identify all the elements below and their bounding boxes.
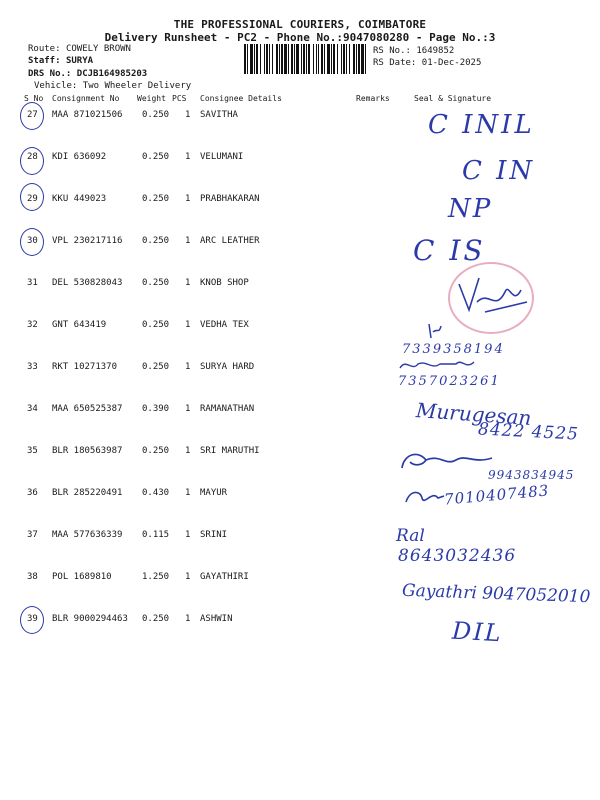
row-consignee: ASHWIN: [200, 614, 233, 624]
document-subtitle: Delivery Runsheet - PC2 - Phone No.:9047080280 - Page No.:3: [104, 31, 496, 44]
row-sno: 36: [27, 488, 38, 498]
row-consignment: BLR 285220491: [52, 488, 123, 498]
rs-date-label: RS Date:: [373, 58, 417, 68]
col-seal: Seal & Signature: [414, 94, 492, 103]
row-consignment: BLR 180563987: [52, 446, 123, 456]
route-line: [28, 44, 131, 54]
row-consignment: MAA 577636339: [52, 530, 123, 540]
row-pcs: 1: [185, 614, 191, 624]
signature-row-33: [396, 356, 486, 374]
row-consignee: MAYUR: [200, 488, 228, 498]
staff-label: Staff:: [28, 56, 61, 66]
route-value: COWELY BROWN: [65, 44, 131, 54]
row-sno: 32: [27, 320, 38, 330]
row-consignee: PRABHAKARAN: [200, 194, 260, 204]
signature-row-27: C INIL: [428, 110, 535, 140]
row-sno: 34: [27, 404, 38, 414]
drs-line: [28, 69, 147, 79]
rs-no-label: RS No.:: [373, 46, 411, 56]
row-consignee: SRI MARUTHI: [200, 446, 260, 456]
signature-row-31: [455, 272, 535, 320]
staff-value: SURYA: [65, 56, 94, 66]
row-consignee: VEDHA TEX: [200, 320, 249, 330]
row-weight: 0.250: [142, 446, 170, 456]
row-consignee: RAMANATHAN: [200, 404, 255, 414]
row-weight: 0.250: [142, 320, 170, 330]
phone-row-37: 8643032436: [398, 546, 517, 566]
col-pcs: PCS: [172, 94, 187, 103]
signature-row-34: Murugesan: [415, 398, 533, 430]
row-consignee: ARC LEATHER: [200, 236, 260, 246]
row-pcs: 1: [185, 530, 191, 540]
ink-circle: [20, 147, 44, 175]
ink-circle: [20, 228, 44, 256]
signature-row-29: NP: [448, 194, 493, 224]
row-consignee: VELUMANI: [200, 152, 244, 162]
row-weight: 0.250: [142, 152, 170, 162]
col-remarks: Remarks: [356, 94, 390, 103]
row-sno: 29: [27, 194, 38, 204]
phone-row-33-a: 7339358194: [402, 342, 505, 357]
rs-date-line: [373, 58, 481, 68]
row-weight: 0.250: [142, 236, 170, 246]
col-consignment: Consignment No: [52, 94, 120, 103]
row-consignment: KDI 636092: [52, 152, 107, 162]
row-pcs: 1: [185, 572, 191, 582]
row-consignee: SAVITHA: [200, 110, 238, 120]
row-weight: 0.115: [142, 530, 170, 540]
row-weight: 1.250: [142, 572, 170, 582]
row-consignment: KKU 449023: [52, 194, 107, 204]
row-pcs: 1: [185, 362, 191, 372]
signature-row-32: [425, 322, 445, 340]
phone-row-36: 7010407483: [443, 481, 551, 509]
document-title: THE PROFESSIONAL COURIERS, COIMBATORE: [173, 18, 427, 31]
signature-row-38: Gayathri 9047052010: [401, 580, 591, 608]
row-consignment: MAA 650525387: [52, 404, 123, 414]
row-sno: 39: [27, 614, 38, 624]
row-sno: 35: [27, 446, 38, 456]
row-consignee: SURYA HARD: [200, 362, 255, 372]
row-sno: 33: [27, 362, 38, 372]
row-pcs: 1: [185, 236, 191, 246]
row-weight: 0.250: [142, 110, 170, 120]
row-pcs: 1: [185, 488, 191, 498]
barcode: [244, 44, 368, 74]
vehicle-label: Vehicle:: [34, 81, 78, 91]
drs-label: DRS No.:: [28, 69, 72, 79]
phone-row-34: 8422 4525: [477, 419, 580, 445]
row-pcs: 1: [185, 278, 191, 288]
signature-row-36: [402, 486, 446, 510]
row-sno: 28: [27, 152, 38, 162]
signature-row-28: C IN: [462, 156, 536, 186]
row-sno: 38: [27, 572, 38, 582]
row-weight: 0.430: [142, 488, 170, 498]
col-consignee: Consignee Details: [200, 94, 282, 103]
row-consignment: VPL 230217116: [52, 236, 123, 246]
signature-row-39: DIL: [451, 616, 504, 648]
row-pcs: 1: [185, 446, 191, 456]
signature-row-35: [396, 446, 496, 474]
row-weight: 0.250: [142, 194, 170, 204]
staff-line: [28, 56, 93, 66]
signature-row-30: C IS: [413, 234, 486, 267]
row-consignment: MAA 871021506: [52, 110, 123, 120]
rs-no-line: [373, 46, 454, 56]
row-consignment: RKT 10271370: [52, 362, 118, 372]
ink-circle: [20, 183, 44, 211]
row-consignment: GNT 643419: [52, 320, 107, 330]
row-consignee: GAYATHIRI: [200, 572, 249, 582]
row-pcs: 1: [185, 320, 191, 330]
rs-date-value: 01-Dec-2025: [421, 58, 482, 68]
signature-row-37: Ral: [396, 526, 425, 546]
phone-row-35: 9943834945: [488, 468, 575, 482]
row-consignee: KNOB SHOP: [200, 278, 249, 288]
row-consignment: DEL 530828043: [52, 278, 123, 288]
rs-no-value: 1649852: [416, 46, 455, 56]
row-consignment: BLR 9000294463: [52, 614, 128, 624]
row-weight: 0.250: [142, 278, 170, 288]
row-consignee: SRINI: [200, 530, 228, 540]
row-sno: 31: [27, 278, 38, 288]
row-consignment: POL 1689810: [52, 572, 112, 582]
route-label: Route:: [28, 44, 61, 54]
row-sno: 37: [27, 530, 38, 540]
row-weight: 0.250: [142, 362, 170, 372]
row-pcs: 1: [185, 194, 191, 204]
phone-row-33-b: 7357023261: [398, 374, 501, 389]
ink-circle: [20, 102, 44, 130]
ink-circle: [20, 606, 44, 634]
row-weight: 0.250: [142, 614, 170, 624]
col-sno: S No: [24, 94, 44, 103]
row-sno: 30: [27, 236, 38, 246]
row-sno: 27: [27, 110, 38, 120]
drs-value: DCJB164985203: [76, 69, 148, 79]
vehicle-line: [34, 81, 191, 91]
row-pcs: 1: [185, 110, 191, 120]
row-weight: 0.390: [142, 404, 170, 414]
row-pcs: 1: [185, 404, 191, 414]
vehicle-value: Two Wheeler Delivery: [82, 81, 192, 91]
col-weight: Weight: [137, 94, 166, 103]
row-pcs: 1: [185, 152, 191, 162]
